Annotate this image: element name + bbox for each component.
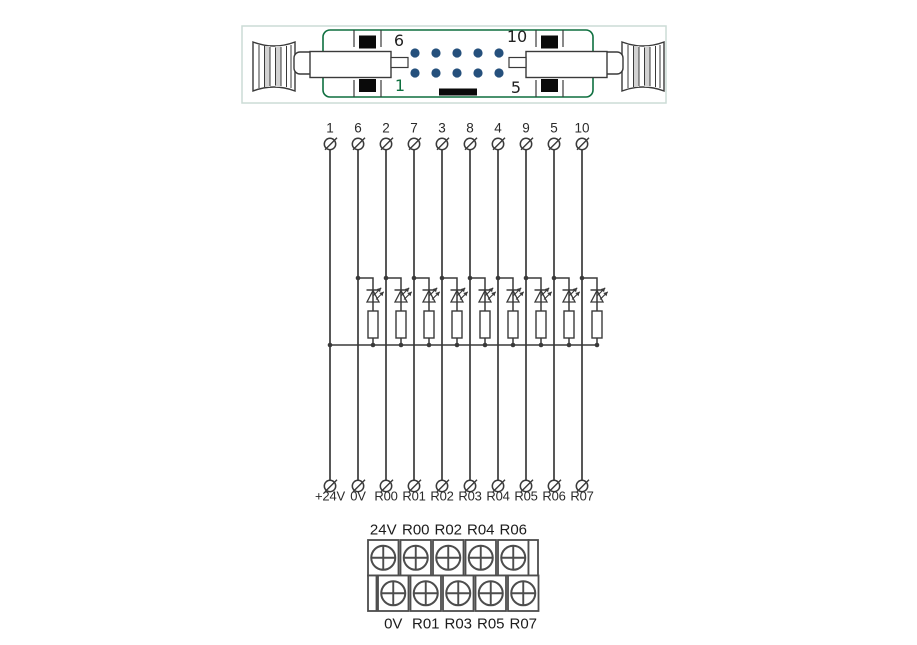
block-bottom-label: 0V (384, 615, 403, 633)
wire-terminal-label: R05 (514, 488, 538, 504)
junction-dot (412, 276, 417, 281)
wire-3 (436, 138, 449, 492)
slider-arm-right (526, 52, 607, 78)
terminal-block-gfx (368, 540, 539, 611)
connector-pin (431, 68, 440, 77)
terminal-filler-cell (368, 576, 377, 612)
block-bottom-label: R03 (444, 615, 473, 633)
connector-pin (410, 68, 419, 77)
wire-1 (324, 138, 337, 492)
block-top-label: 24V (369, 521, 397, 539)
connector-pin (452, 48, 461, 57)
idc-connector-drawing (242, 26, 666, 103)
terminal-filler-cell (529, 540, 539, 576)
wire-pin-number: 3 (438, 120, 446, 136)
junction-dot (440, 276, 445, 281)
resistor (508, 311, 518, 338)
wire-terminal-label: R02 (430, 488, 454, 504)
block-bottom-label: R07 (509, 615, 538, 633)
wire-8 (464, 138, 477, 492)
connector-pin-6-label: 6 (393, 31, 405, 50)
connector-pin-10-label: 10 (506, 27, 528, 46)
polarization-key (439, 89, 477, 96)
wire-terminal-label: R07 (570, 488, 594, 504)
led-indicator-branch (580, 276, 608, 348)
led-indicator-branch (552, 276, 580, 348)
block-bottom-label: R01 (411, 615, 440, 633)
wire-terminal-label: R01 (402, 488, 426, 504)
junction-dot (580, 276, 585, 281)
cable-gland-left-icon (253, 42, 295, 91)
slider-stub-right (509, 58, 526, 68)
connector-pin (494, 68, 503, 77)
connector-pin (452, 68, 461, 77)
block-bottom-label: R05 (476, 615, 505, 633)
block-top-label: R04 (466, 521, 495, 539)
wire-2 (380, 138, 393, 492)
resistor (592, 311, 602, 338)
wire-6 (352, 138, 365, 492)
wire-pin-number: 7 (410, 120, 418, 136)
connector-pin (473, 48, 482, 57)
led-indicator-branch (384, 276, 412, 348)
wire-terminal-label: R06 (542, 488, 566, 504)
resistor (424, 311, 434, 338)
led-indicator-branch (468, 276, 496, 348)
junction-dot (524, 276, 529, 281)
wire-9 (520, 138, 533, 492)
resistor (452, 311, 462, 338)
junction-dot (328, 343, 333, 348)
wire-pin-number: 5 (550, 120, 558, 136)
block-top-label: R00 (401, 521, 430, 539)
junction-dot (496, 276, 501, 281)
connector-pin-1-label: 1 (394, 76, 406, 95)
wire-pin-number: 2 (382, 120, 390, 136)
junction-dot (552, 276, 557, 281)
connector-pin-5-label: 5 (510, 78, 522, 97)
slider-arm-left (310, 52, 391, 78)
junction-dot (468, 276, 473, 281)
wire-terminal-label: R00 (374, 488, 398, 504)
connector-pin (410, 48, 419, 57)
connector-pin (473, 68, 482, 77)
wire-5 (548, 138, 561, 492)
wire-pin-number: 1 (326, 120, 334, 136)
led-indicator-branch (440, 276, 468, 348)
wire-pin-number: 9 (522, 120, 530, 136)
wire-terminal-label: R03 (458, 488, 482, 504)
wire-pin-number: 6 (354, 120, 362, 136)
wire-pin-number: 8 (466, 120, 474, 136)
junction-dot (356, 276, 361, 281)
block-top-label: R02 (434, 521, 463, 539)
wire-terminal-label: +24V (315, 488, 345, 504)
resistor (368, 311, 378, 338)
cable-gland-right-icon (622, 42, 664, 91)
wire-pin-number: 4 (494, 120, 502, 136)
led-indicator-branch (412, 276, 440, 348)
led-indicator-branch (356, 276, 384, 348)
junction-dot (384, 276, 389, 281)
wire-7 (408, 138, 421, 492)
connector-pin (431, 48, 440, 57)
block-top-label: R06 (499, 521, 528, 539)
schematic-layer (324, 138, 607, 492)
wire-pin-number: 10 (574, 120, 590, 136)
slider-stub-left (391, 58, 408, 68)
led-indicator-branch (496, 276, 524, 348)
wire-terminal-label: R04 (486, 488, 510, 504)
resistor (480, 311, 490, 338)
resistor (564, 311, 574, 338)
connector-pin (494, 48, 503, 57)
resistor (536, 311, 546, 338)
led-indicator-branch (524, 276, 552, 348)
wire-terminal-label: 0V (350, 488, 366, 504)
wire-4 (492, 138, 505, 492)
wire-10 (576, 138, 589, 492)
resistor (396, 311, 406, 338)
